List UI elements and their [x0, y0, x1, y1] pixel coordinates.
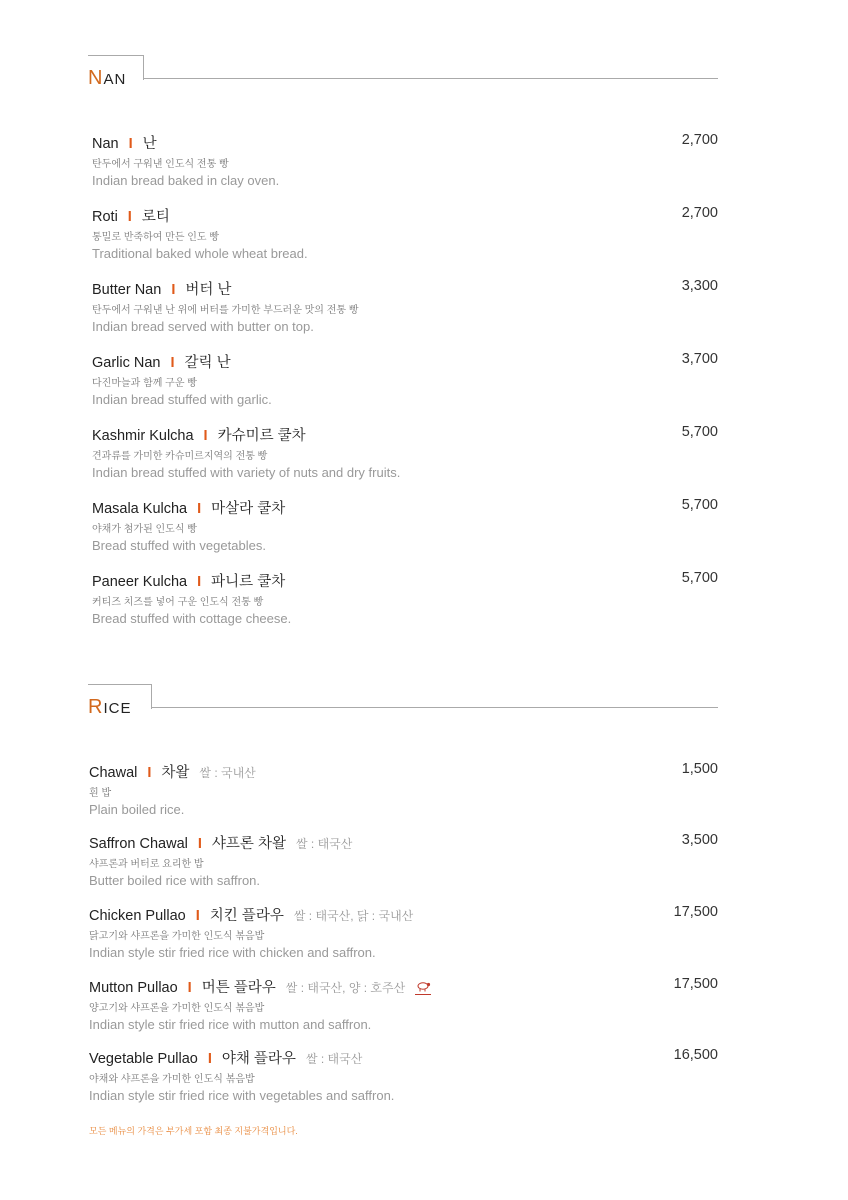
name-separator: I — [197, 836, 202, 852]
item-origin: 쌀 : 태국산, 닭 : 국내산 — [293, 909, 414, 923]
item-desc-en: Butter boiled rice with saffron. — [89, 873, 261, 888]
item-origin: 쌀 : 국내산 — [199, 766, 256, 780]
item-name: Garlic Nan — [92, 355, 161, 371]
item-price: 1,500 — [681, 761, 718, 777]
price-footnote: 모든 메뉴의 가격은 부가세 포함 최종 지불가격입니다. — [89, 1126, 298, 1136]
item-name-ko: 차왈 — [161, 765, 190, 781]
item-name: Chawal — [89, 765, 138, 781]
item-desc-en: Indian bread stuffed with variety of nuts and dry fruits. — [92, 465, 401, 480]
item-price: 2,700 — [681, 132, 718, 148]
item-desc-ko: 닭고기와 샤프론을 가미한 인도식 볶음밥 — [89, 931, 265, 942]
item-desc-en: Traditional baked whole wheat bread. — [92, 246, 308, 261]
name-separator: I — [207, 1051, 212, 1067]
item-name-ko: 머튼 플라우 — [201, 980, 276, 996]
item-desc-en: Plain boiled rice. — [89, 802, 185, 817]
item-name-ko: 야채 플라우 — [221, 1051, 296, 1067]
item-desc-ko: 견과류를 가미한 카슈미르지역의 전통 빵 — [92, 451, 268, 462]
menu-item-chicken-pullao — [89, 904, 720, 960]
menu-item-paneer-kulcha — [92, 570, 720, 626]
menu-item-masala-kulcha — [92, 497, 720, 553]
item-name: Chicken Pullao — [89, 908, 186, 924]
header-rule — [143, 78, 718, 79]
sheep-icon — [415, 981, 431, 995]
menu-item-kashmir-kulcha — [92, 424, 720, 480]
item-name-ko: 샤프론 차왈 — [211, 836, 286, 852]
name-separator: I — [170, 355, 175, 371]
item-price: 2,700 — [681, 205, 718, 221]
item-name: Masala Kulcha — [92, 501, 188, 517]
item-price: 17,500 — [673, 904, 718, 920]
item-desc-ko: 커티즈 치즈를 넣어 구운 인도식 전통 빵 — [92, 597, 264, 608]
item-desc-ko: 야채와 샤프론을 가미한 인도식 볶음밥 — [89, 1074, 255, 1085]
item-name-ko: 카슈미르 쿨차 — [217, 428, 306, 444]
item-name: Paneer Kulcha — [92, 574, 188, 590]
item-origin: 쌀 : 태국산 — [305, 1052, 363, 1066]
item-desc-en: Indian bread served with butter on top. — [92, 319, 314, 334]
menu-item-mutton-pullao — [89, 976, 720, 1032]
name-separator: I — [203, 428, 208, 444]
item-name-ko: 로티 — [141, 209, 170, 225]
menu-item-roti — [92, 205, 720, 261]
name-separator: I — [171, 282, 176, 298]
item-desc-en: Indian bread stuffed with garlic. — [92, 392, 272, 407]
item-name-ko: 치킨 플라우 — [209, 908, 284, 924]
name-separator: I — [197, 574, 202, 590]
name-separator: I — [127, 209, 132, 225]
item-desc-ko: 흰 밥 — [89, 788, 112, 799]
item-name-ko: 갈릭 난 — [184, 355, 231, 371]
item-desc-ko: 탄두에서 구워낸 인도식 전통 빵 — [92, 159, 229, 170]
name-separator: I — [195, 908, 200, 924]
item-name: Butter Nan — [92, 282, 162, 298]
item-desc-en: Indian bread baked in clay oven. — [92, 173, 280, 188]
item-name: Saffron Chawal — [89, 836, 188, 852]
header-rule — [151, 707, 718, 708]
item-price: 3,700 — [681, 351, 718, 367]
menu-item-nan — [92, 132, 720, 188]
item-name-ko: 버터 난 — [185, 282, 232, 298]
item-price: 5,700 — [681, 497, 718, 513]
menu-item-saffron-chawal — [89, 832, 720, 888]
item-desc-ko: 양고기와 샤프론을 가미한 인도식 볶음밥 — [89, 1003, 265, 1014]
item-price: 5,700 — [681, 424, 718, 440]
item-desc-ko: 샤프론과 버터로 요리한 밥 — [89, 859, 204, 870]
menu-item-butter-nan — [92, 278, 720, 334]
item-desc-en: Indian style stir fried rice with chicken and saffron. — [89, 945, 376, 960]
item-price: 5,700 — [681, 570, 718, 586]
item-name: Mutton Pullao — [89, 980, 178, 996]
item-price: 16,500 — [673, 1047, 718, 1063]
item-origin: 쌀 : 태국산 — [295, 837, 353, 851]
item-desc-ko: 야채가 첨가된 인도식 빵 — [92, 524, 197, 535]
name-separator: I — [128, 136, 133, 152]
item-desc-en: Bread stuffed with vegetables. — [92, 538, 266, 553]
item-desc-en: Indian style stir fried rice with mutton and saffron. — [89, 1017, 372, 1032]
item-name: Roti — [92, 209, 118, 225]
menu-item-vegetable-pullao — [89, 1047, 720, 1103]
name-separator: I — [147, 765, 152, 781]
section-title-nan: NAN — [88, 67, 127, 89]
item-desc-ko: 다진마늘과 함께 구운 빵 — [92, 378, 197, 389]
menu-item-garlic-nan — [92, 351, 720, 407]
item-name: Kashmir Kulcha — [92, 428, 194, 444]
item-name-ko: 난 — [142, 136, 157, 152]
item-name: Nan — [92, 136, 119, 152]
item-price: 17,500 — [673, 976, 718, 992]
item-desc-ko: 통밀로 반죽하여 만든 인도 빵 — [92, 232, 220, 243]
item-desc-ko: 탄두에서 구워낸 난 위에 버터를 가미한 부드러운 맛의 전통 빵 — [92, 305, 359, 316]
item-price: 3,300 — [681, 278, 718, 294]
item-name-ko: 파니르 쿨차 — [211, 574, 286, 590]
section-header-rice — [88, 684, 718, 724]
name-separator: I — [187, 980, 192, 996]
item-name: Vegetable Pullao — [89, 1051, 198, 1067]
menu-item-chawal — [89, 761, 720, 817]
item-desc-en: Indian style stir fried rice with vegetables and saffron. — [89, 1088, 395, 1103]
name-separator: I — [197, 501, 202, 517]
section-header-nan — [88, 55, 718, 95]
section-title-rice: RICE — [88, 696, 132, 718]
item-price: 3,500 — [681, 832, 718, 848]
item-origin: 쌀 : 태국산, 양 : 호주산 — [285, 981, 406, 995]
item-name-ko: 마살라 쿨차 — [211, 501, 286, 517]
item-desc-en: Bread stuffed with cottage cheese. — [92, 611, 292, 626]
